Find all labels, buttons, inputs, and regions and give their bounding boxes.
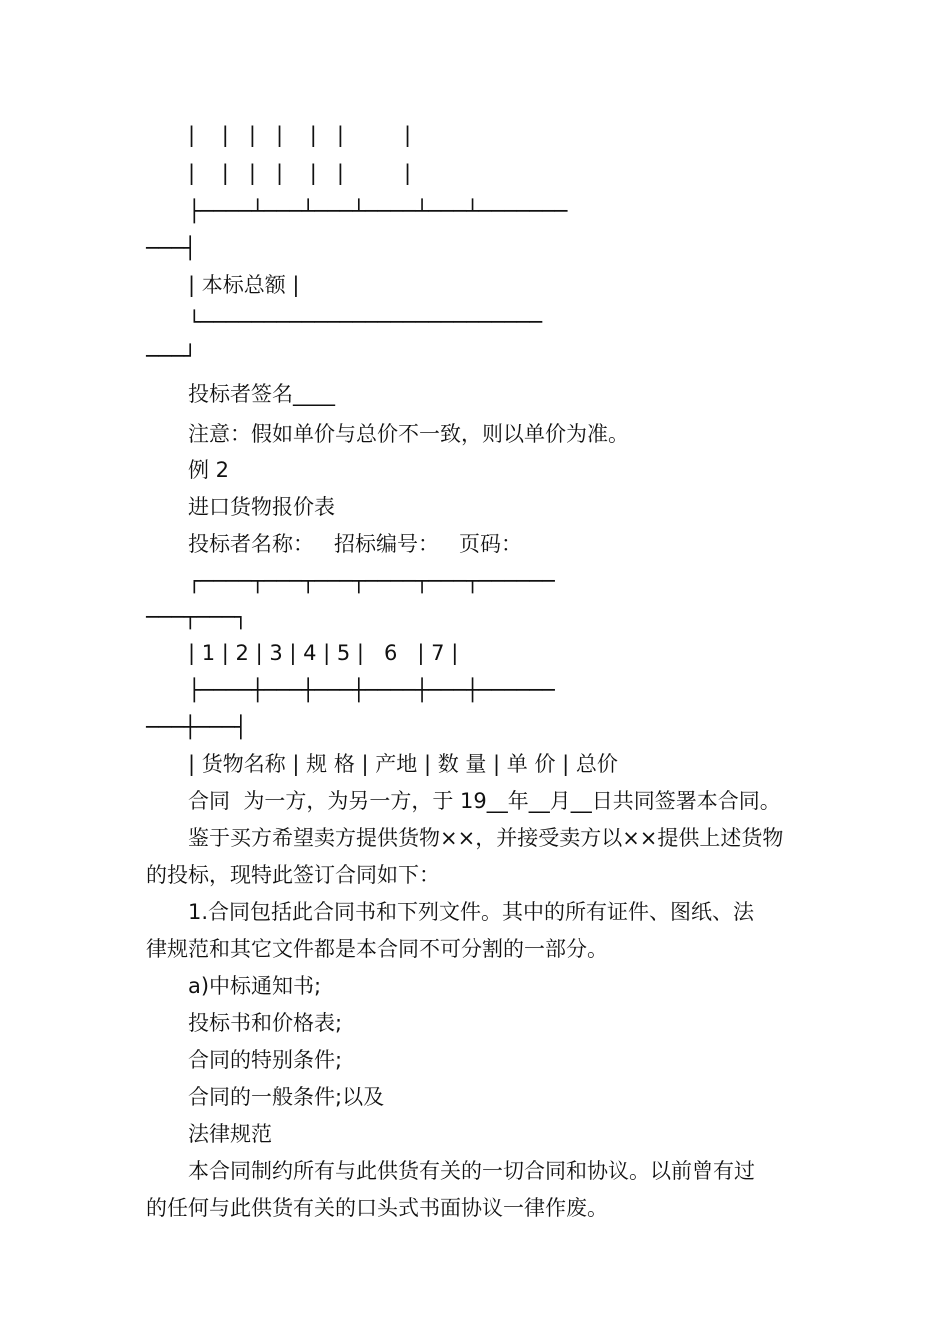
table1-bottom-cont: ───┘ [146,344,197,368]
table2-mid-border: ├────┼───┼───┼────┼───┼────── [188,678,555,702]
table2-title: 进口货物报价表 [188,495,335,519]
table1-divider: ├────┴───┴───┴────┴───┴─────── [188,199,568,223]
clause1-line-2: 律规范和其它文件都是本合同不可分割的一部分。 [146,937,608,961]
table2-header-row: | 货物名称 | 规 格 | 产地 | 数 量 | 单 价 | 总价 [188,752,618,776]
table1-bottom: └─────────────────────────── [188,310,543,334]
table2-top-border: ┌────┬───┬───┬────┬───┬────── [188,569,555,593]
table1-divider-cont: ───┤ [146,236,197,260]
list-item: 合同的特别条件; [188,1048,343,1072]
table2-top-border-cont: ───┬───┐ [146,605,248,629]
final-line-1: 本合同制约所有与此供货有关的一切合同和协议。以前曾有过 [188,1159,755,1183]
signature-line: 投标者签名____ [188,382,335,406]
note-text: 注意：假如单价与总价不一致，则以单价为准。 [188,422,629,446]
table2-mid-border-cont: ───┼───┤ [146,715,248,739]
recital-line-2: 的投标，现特此签订合同如下： [146,863,440,887]
final-line-2: 的任何与此供货有关的口头式书面协议一律作废。 [146,1196,608,1220]
list-item: 法律规范 [188,1122,272,1146]
list-item: 合同的一般条件;以及 [188,1085,385,1109]
table2-meta: 投标者名称： 招标编号： 页码： [188,532,523,556]
table1-total-row: | 本标总额 | [188,273,300,297]
list-item: 投标书和价格表; [188,1011,343,1035]
clause1-line-1: 1.合同包括此合同书和下列文件。其中的所有证件、图纸、法 [188,900,755,924]
recital-line-1: 鉴于买方希望卖方提供货物××，并接受卖方以××提供上述货物 [188,826,784,850]
list-item: a)中标通知书; [188,974,322,998]
example-label: 例 2 [188,458,230,482]
table1-bar-row-1: | | | | | | | [188,123,412,147]
table1-bar-row-2: | | | | | | | [188,161,412,185]
contract-opening: 合同 为一方，为另一方，于 19__年__月__日共同签署本合同。 [188,789,781,813]
table2-numbers-row: | 1 | 2 | 3 | 4 | 5 | 6 | 7 | [188,641,459,665]
